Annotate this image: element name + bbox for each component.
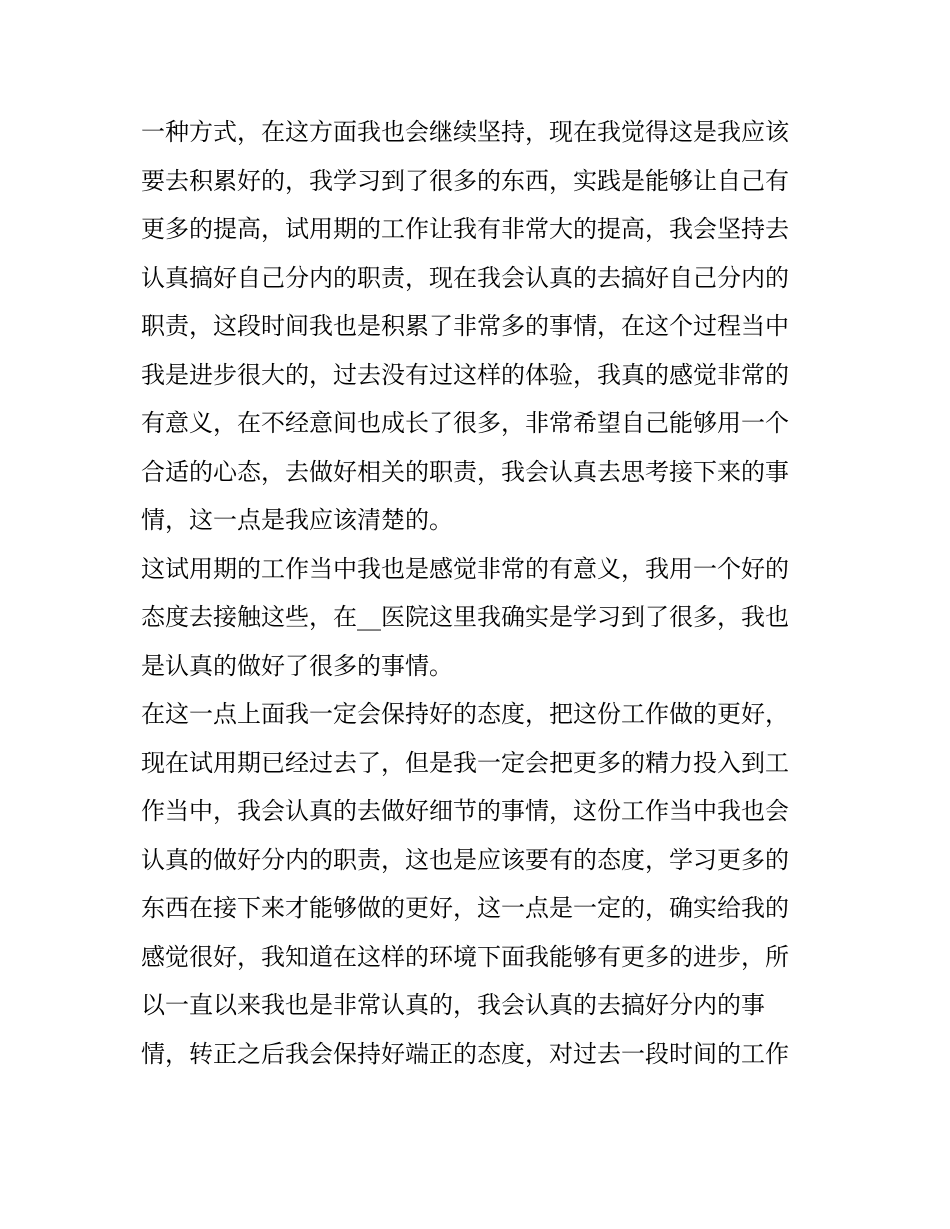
text-line: 感觉很好，我知道在这样的环境下面我能够有更多的进步，所	[141, 942, 789, 971]
text-line: 更多的提高，试用期的工作让我有非常大的提高，我会坚持去	[141, 215, 789, 243]
text-line: 现在试用期已经过去了，但是我一定会把更多的精力投入到工	[141, 748, 789, 777]
text-line: 这试用期的工作当中我也是感觉非常的有意义，我用一个好的	[141, 554, 789, 583]
text-line: 一种方式，在这方面我也会继续坚持，现在我觉得这是我应该	[141, 118, 789, 146]
text-line: 情，转正之后我会保持好端正的态度，对过去一段时间的工作	[141, 1039, 789, 1068]
text-line: 认真搞好自己分内的职责，现在我会认真的去搞好自己分内的	[141, 263, 789, 292]
text-line: 职责，这段时间我也是积累了非常多的事情，在这个过程当中	[141, 312, 789, 340]
text-line: 以一直以来我也是非常认真的，我会认真的去搞好分内的事	[141, 991, 765, 1019]
text-line: 作当中，我会认真的去做好细节的事情，这份工作当中我也会	[141, 797, 789, 825]
text-line: 在这一点上面我一定会保持好的态度，把这份工作做的更好，	[141, 700, 789, 728]
text-line: 认真的做好分内的职责，这也是应该要有的态度，学习更多的	[141, 845, 789, 874]
text-line: 有意义，在不经意间也成长了很多，非常希望自己能够用一个	[141, 409, 789, 437]
text-line: 态度去接触这些，在__医院这里我确实是学习到了很多，我也	[141, 603, 789, 631]
text-line: 要去积累好的，我学习到了很多的东西，实践是能够让自己有	[141, 166, 789, 195]
text-line: 我是进步很大的，过去没有过这样的体验，我真的感觉非常的	[141, 360, 789, 389]
text-line: 东西在接下来才能够做的更好，这一点是一定的，确实给我的	[141, 894, 789, 922]
body-text	[141, 108, 821, 1078]
text-line: 合适的心态，去做好相关的职责，我会认真去思考接下来的事	[141, 457, 789, 486]
text-line: 是认真的做好了很多的事情。	[141, 651, 453, 680]
text-line: 情，这一点是我应该清楚的。	[141, 506, 453, 534]
